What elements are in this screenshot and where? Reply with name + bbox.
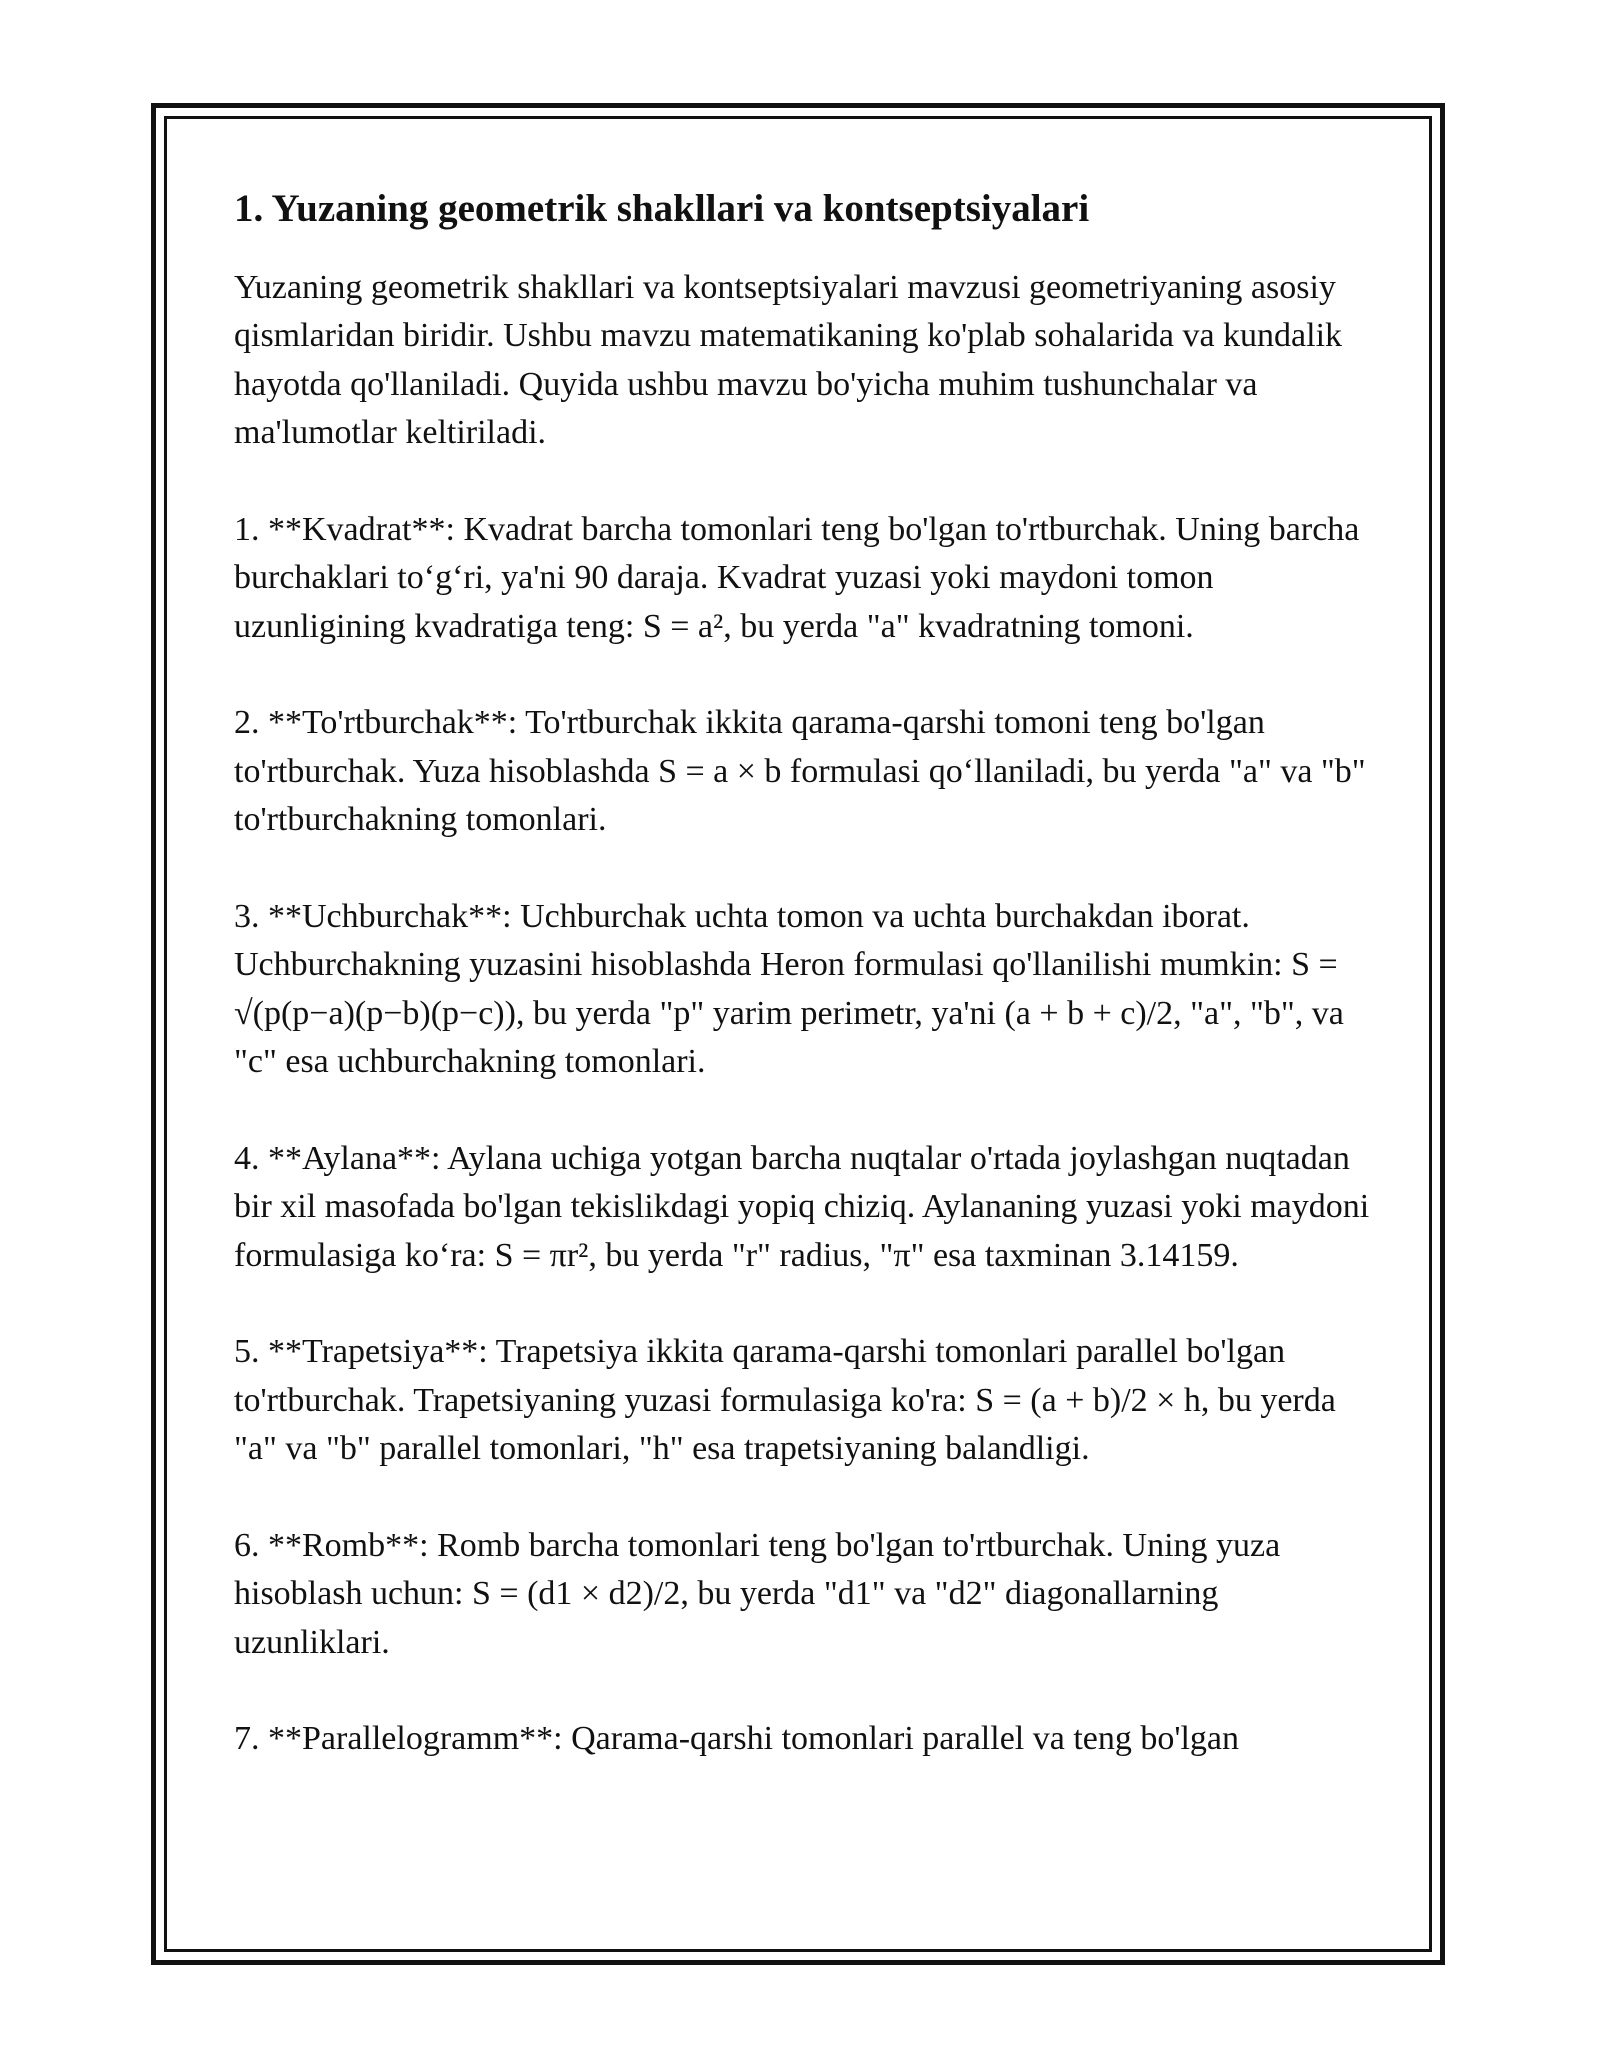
item-romb: 6. **Romb**: Romb barcha tomonlari teng bo'lgan to'rtburchak. Uning yuza hisoblash uchun: S = (d1 × d2)/2, bu yerda "d1" va "d2" diagonallarning uzunliklari. xyxy=(234,1526,1281,1661)
section-heading: 1. Yuzaning geometrik shakllari va kontseptsiyalari xyxy=(234,187,1090,230)
document-body xyxy=(234,186,1374,1812)
item-parallelogramm: 7. **Parallelogramm**: Qarama-qarshi tomonlari parallel va teng bo'lgan xyxy=(234,1720,1240,1758)
item-aylana: 4. **Aylana**: Aylana uchiga yotgan barcha nuqtalar o'rtada joylashgan nuqtadan bir xil masofada bo'lgan tekislikdagi yopiq chiziq. Aylananing yuzasi yoki maydoni formulasiga ko‘ra: S = πr², bu yerda "r" radius, "π" esa taxminan 3.14159. xyxy=(234,1139,1370,1274)
item-tortburchak: 2. **To'rtburchak**: To'rtburchak ikkita qarama-qarshi tomoni teng bo'lgan to'rtburchak. Yuza hisoblashda S = a × b formulasi qo‘llaniladi, bu yerda "a" va "b" to'rtburchakning tomonlari. xyxy=(234,704,1366,839)
item-kvadrat: 1. **Kvadrat**: Kvadrat barcha tomonlari teng bo'lgan to'rtburchak. Uning barcha burchaklari to‘g‘ri, ya'ni 90 daraja. Kvadrat yuzasi yoki maydoni tomon uzunligining kvadratiga teng: S = a², bu yerda "a" kvadratning tomoni. xyxy=(234,510,1360,645)
intro-paragraph: Yuzaning geometrik shakllari va kontseptsiyalari mavzusi geometriyaning asosiy qismlaridan biridir. Ushbu mavzu matematikaning ko'plab sohalarida va kundalik hayotda qo'llaniladi. Quyida ushbu mavzu bo'yicha muhim tushunchalar va ma'lumotlar keltiriladi. xyxy=(234,268,1343,452)
item-uchburchak: 3. **Uchburchak**: Uchburchak uchta tomon va uchta burchakdan iborat. Uchburchakning yuzasini hisoblashda Heron formulasi qo'llanilishi mumkin: S = √(p(p−a)(p−b)(p−c)), bu yerda "p" yarim perimetr, ya'ni (a + b + c)/2, "a", "b", va "c" esa uchburchakning tomonlari. xyxy=(234,897,1344,1081)
item-trapetsiya: 5. **Trapetsiya**: Trapetsiya ikkita qarama-qarshi tomonlari parallel bo'lgan to'rtburchak. Trapetsiyaning yuzasi formulasiga ko'ra: S = (a + b)/2 × h, bu yerda "a" va "b" parallel tomonlari, "h" esa trapetsiyaning balandligi. xyxy=(234,1333,1336,1468)
